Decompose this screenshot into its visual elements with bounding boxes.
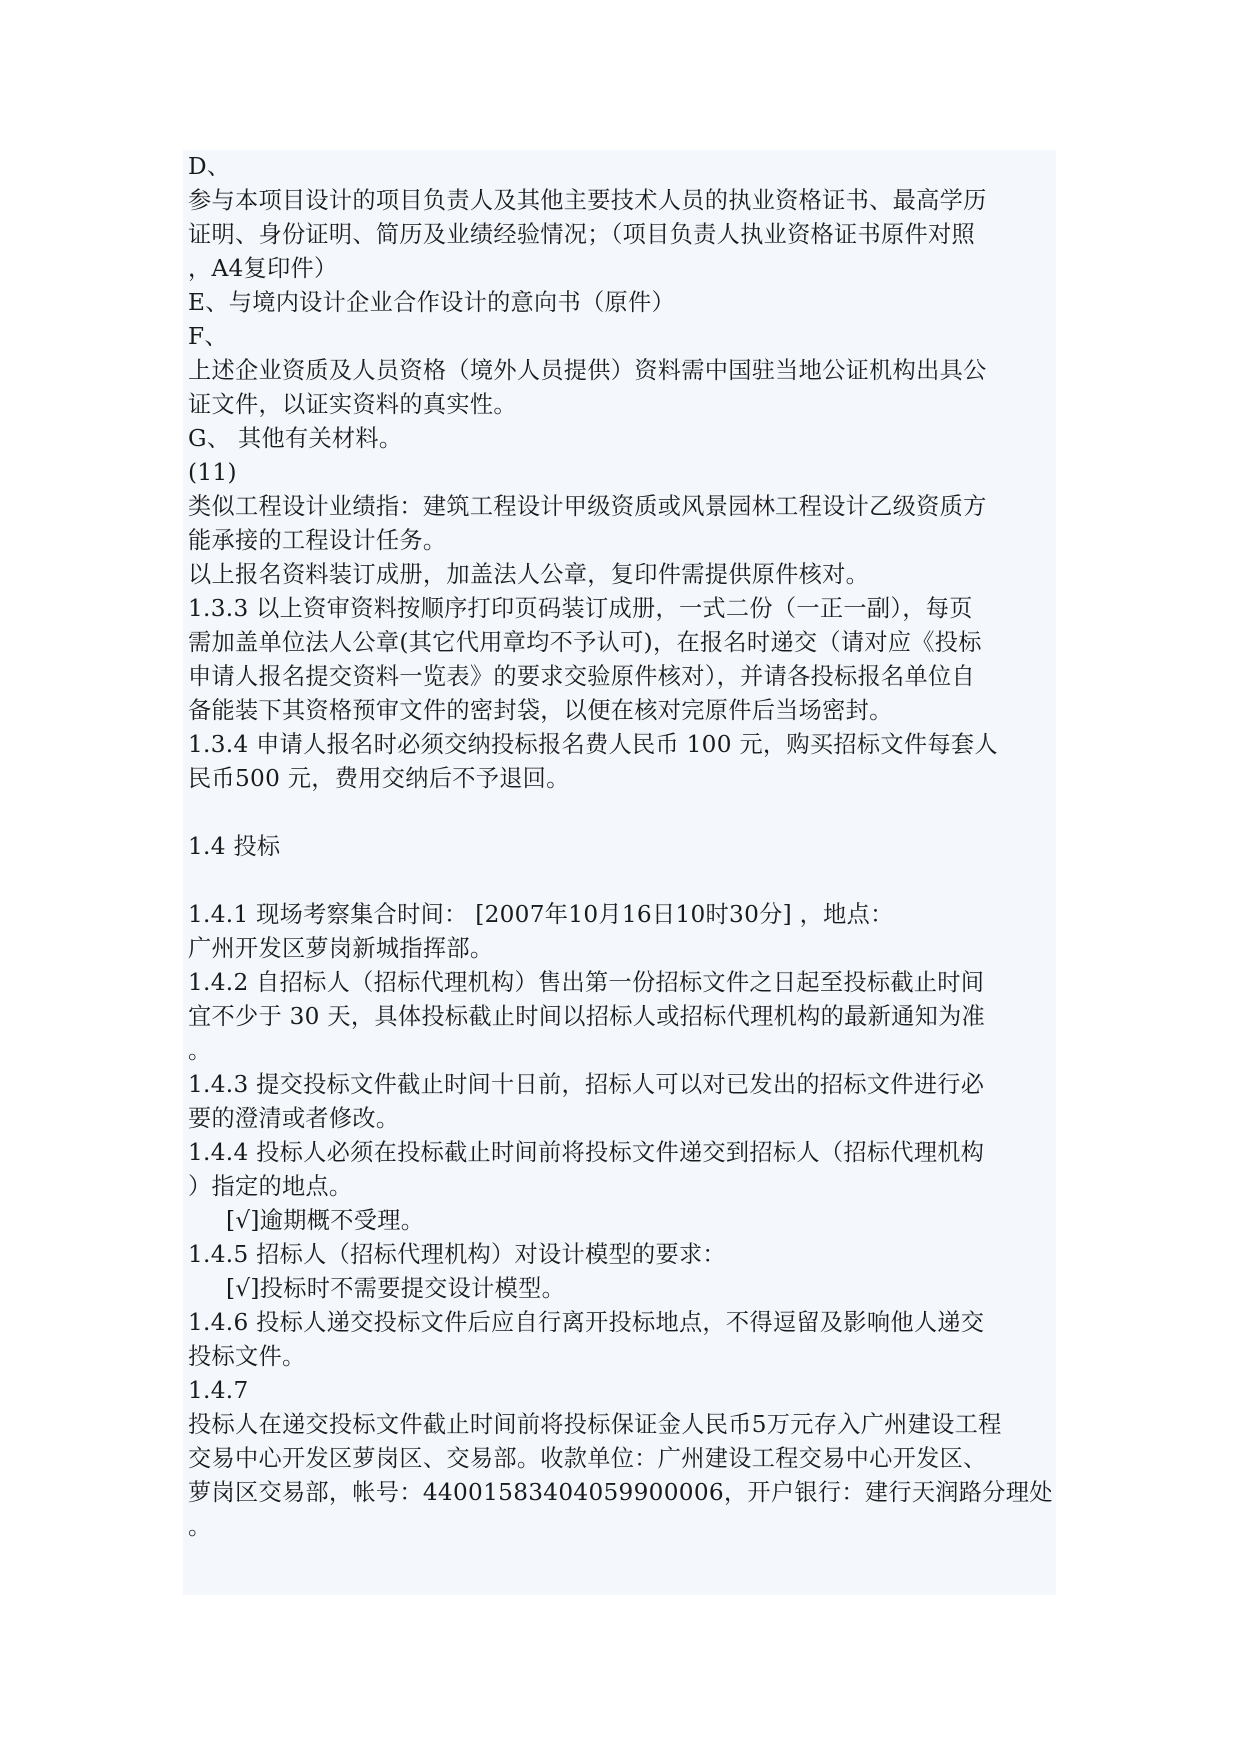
text-line: 1.4.1 现场考察集合时间： [2007年10月16日10时30分] ，地点： [188,901,894,928]
text-line: D、 [188,153,231,180]
text-line: 民币500 元，费用交纳后不予退回。 [188,765,570,792]
text-line: 交易中心开发区萝岗区、交易部。收款单位：广州建设工程交易中心开发区、 [188,1445,987,1472]
text-line: 投标人在递交投标文件截止时间前将投标保证金人民币5万元存入广州建设工程 [188,1411,1002,1438]
text-line: 投标文件。 [188,1343,306,1370]
text-line: 上述企业资质及人员资格（境外人员提供）资料需中国驻当地公证机构出具公 [188,357,987,384]
text-line: 1.4.4 投标人必须在投标截止时间前将投标文件递交到招标人（招标代理机构 [188,1139,985,1166]
text-line: (11) [188,459,237,486]
text-line: [√]逾期概不受理。 [226,1207,425,1234]
document-body [188,150,1054,1544]
text-line: 宜不少于 30 天，具体投标截止时间以招标人或招标代理机构的最新通知为准 [188,1003,986,1030]
text-line: 。 [188,1513,212,1540]
blank-line [188,796,1054,830]
text-line: 1.4.3 提交投标文件截止时间十日前，招标人可以对已发出的招标文件进行必 [188,1071,985,1098]
blank-line [188,864,1054,898]
text-line: 能承接的工程设计任务。 [188,527,447,554]
text-line: 需加盖单位法人公章(其它代用章均不予认可)，在报名时递交（请对应《投标 [188,629,982,656]
text-line: 证明、身份证明、简历及业绩经验情况；（项目负责人执业资格证书原件对照 [188,221,975,248]
text-line: 1.4.7 [188,1377,249,1404]
text-line: 1.4 投标 [188,833,281,860]
text-line: 类似工程设计业绩指：建筑工程设计甲级资质或风景园林工程设计乙级资质方 [188,493,987,520]
text-line: 要的澄清或者修改。 [188,1105,400,1132]
text-line: 以上报名资料装订成册，加盖法人公章，复印件需提供原件核对。 [188,561,870,588]
text-line: 萝岗区交易部，帐号：44001583404059900006，开户银行：建行天润路分理处 [188,1479,1053,1506]
text-line: F、 [188,323,228,350]
text-line: ）指定的地点。 [188,1173,353,1200]
text-line: 1.4.5 招标人（招标代理机构）对设计模型的要求： [188,1241,726,1268]
text-line: ，A4复印件） [188,255,338,282]
text-line: 申请人报名提交资料一览表》的要求交验原件核对），并请各投标报名单位自 [188,663,975,690]
text-line: 证文件，以证实资料的真实性。 [188,391,517,418]
text-line: 广州开发区萝岗新城指挥部。 [188,935,494,962]
text-line: [√]投标时不需要提交设计模型。 [226,1275,566,1302]
text-line: 备能装下其资格预审文件的密封袋，以便在核对完原件后当场密封。 [188,697,893,724]
text-line: 1.4.2 自招标人（招标代理机构）售出第一份招标文件之日起至投标截止时间 [188,969,985,996]
text-line: 参与本项目设计的项目负责人及其他主要技术人员的执业资格证书、最高学历 [188,187,987,214]
text-line: 1.3.4 申请人报名时必须交纳投标报名费人民币 100 元，购买招标文件每套人 [188,731,998,758]
text-line: 。 [188,1037,212,1064]
text-line: E、与境内设计企业合作设计的意向书（原件） [188,289,675,316]
text-line: 1.4.6 投标人递交投标文件后应自行离开投标地点，不得逗留及影响他人递交 [188,1309,985,1336]
text-line: 1.3.3 以上资审资料按顺序打印页码装订成册，一式二份（一正一副），每页 [188,595,973,622]
text-line: G、 其他有关材料。 [188,425,403,452]
